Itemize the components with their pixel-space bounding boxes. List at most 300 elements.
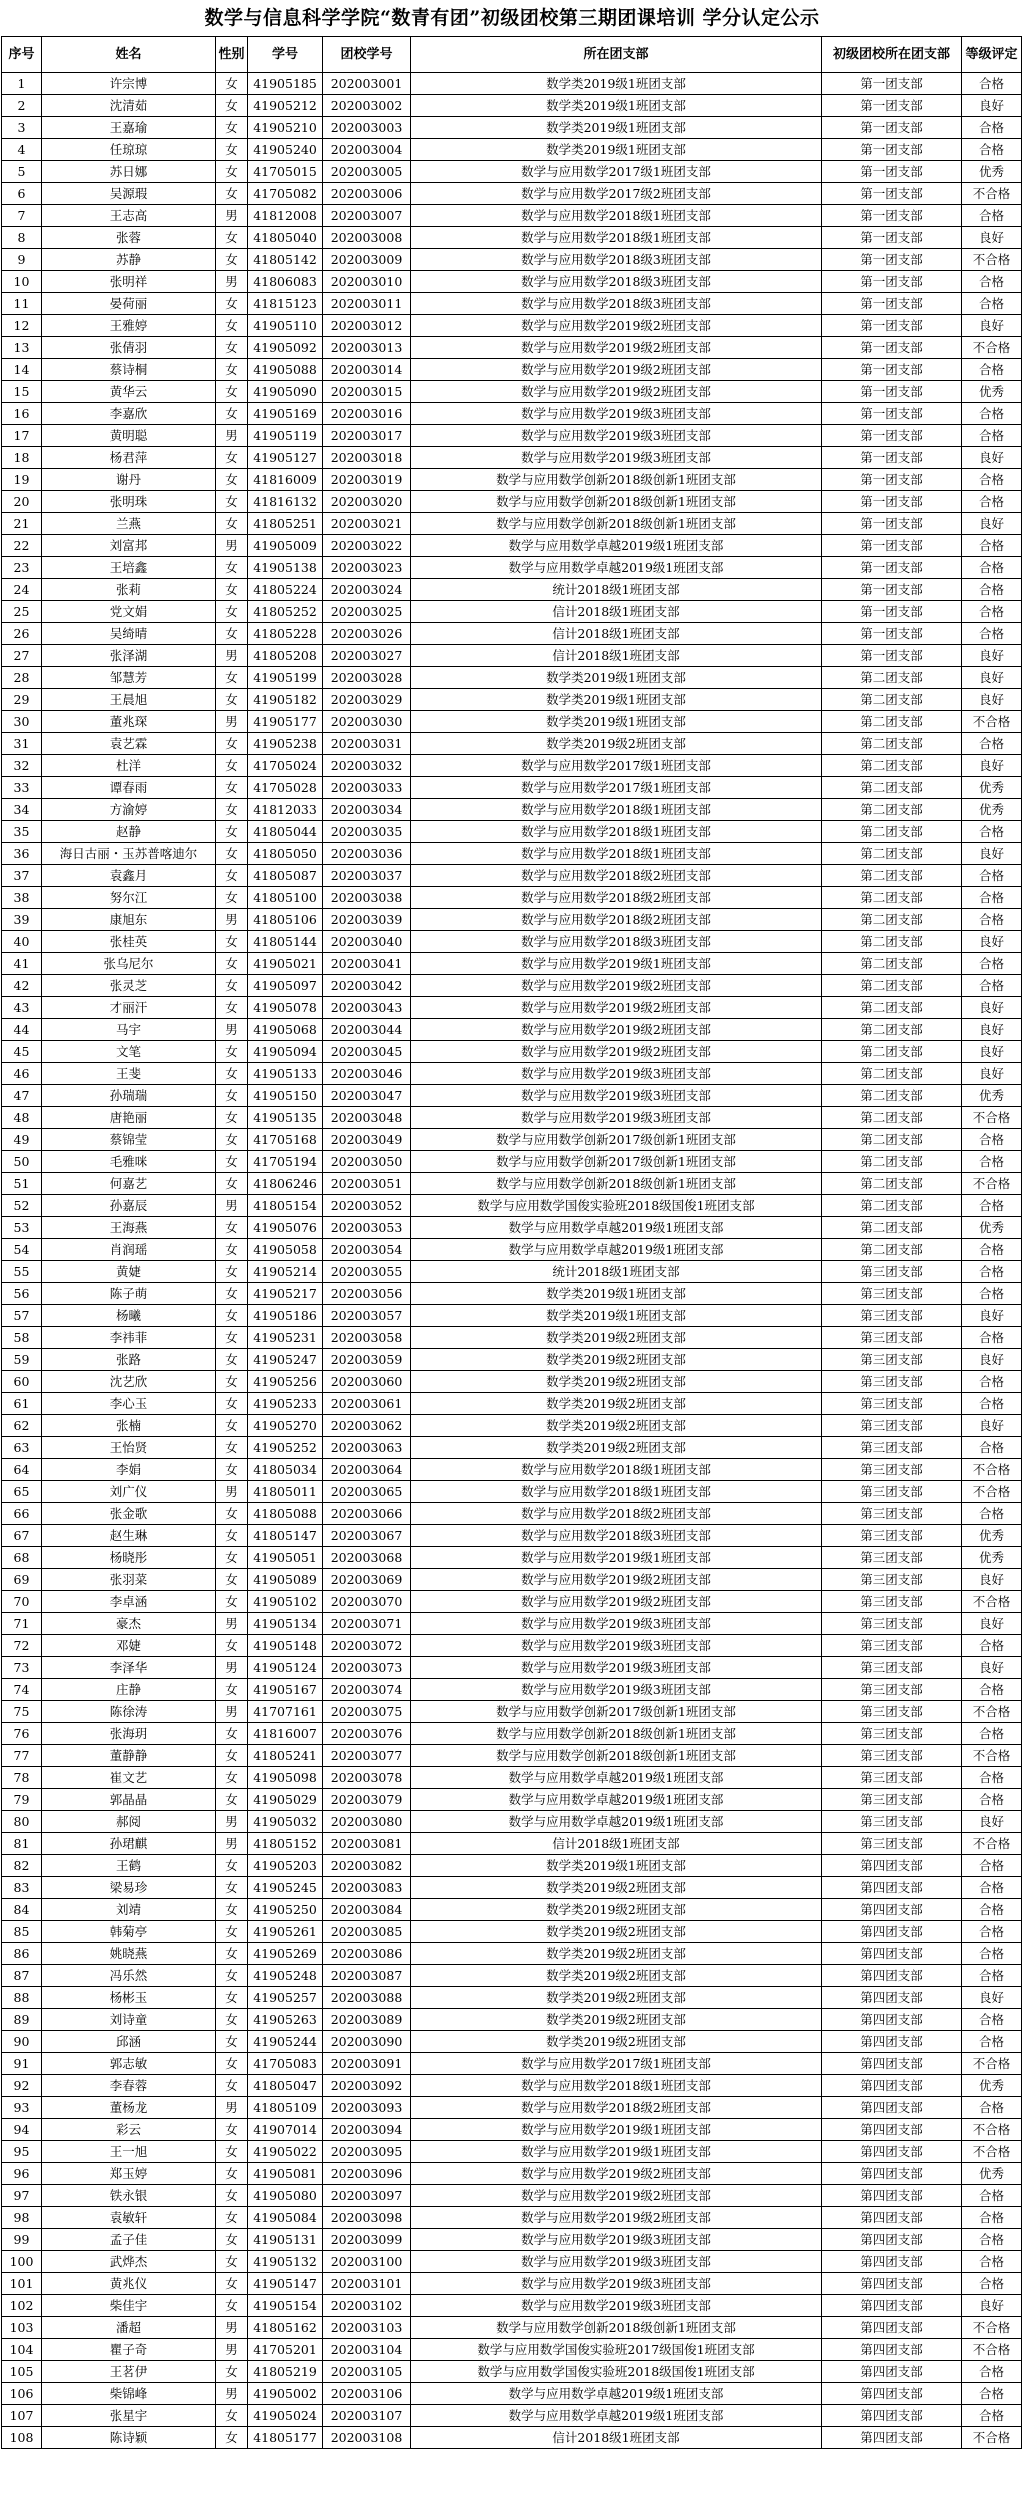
cell-branch: 数学类2019级2班团支部 [411,1921,822,1943]
cell-no: 25 [2,601,42,623]
cell-no: 6 [2,183,42,205]
cell-no: 88 [2,1987,42,2009]
cell-school-id: 202003099 [323,2229,411,2251]
cell-sex: 女 [216,293,248,315]
cell-name: 陈子萌 [42,1283,216,1305]
cell-school-id: 202003030 [323,711,411,733]
cell-branch: 数学与应用数学国俊实验班2018级国俊1班团支部 [411,2361,822,2383]
cell-no: 47 [2,1085,42,1107]
cell-school-id: 202003091 [323,2053,411,2075]
cell-name: 袁敏轩 [42,2207,216,2229]
cell-grade: 不合格 [962,2141,1022,2163]
cell-grade: 良好 [962,315,1022,337]
cell-school-branch: 第一团支部 [822,469,962,491]
cell-sex: 女 [216,1987,248,2009]
table-row [2,447,1022,469]
cell-student-id: 41705194 [248,1151,323,1173]
cell-grade: 合格 [962,1679,1022,1701]
cell-sex: 女 [216,2053,248,2075]
cell-branch: 数学与应用数学2017级1班团支部 [411,2053,822,2075]
cell-school-branch: 第三团支部 [822,1745,962,1767]
cell-sex: 女 [216,1547,248,1569]
cell-name: 吴源瑕 [42,183,216,205]
cell-school-id: 202003036 [323,843,411,865]
cell-grade: 不合格 [962,1459,1022,1481]
cell-sex: 女 [216,821,248,843]
cell-student-id: 41805208 [248,645,323,667]
cell-grade: 合格 [962,2361,1022,2383]
cell-sex: 女 [216,2295,248,2317]
cell-branch: 数学与应用数学2019级2班团支部 [411,337,822,359]
cell-school-id: 202003002 [323,95,411,117]
cell-school-id: 202003007 [323,205,411,227]
cell-school-id: 202003003 [323,117,411,139]
cell-branch: 数学与应用数学2019级2班团支部 [411,2185,822,2207]
cell-no: 105 [2,2361,42,2383]
table-row [2,2361,1022,2383]
cell-no: 87 [2,1965,42,1987]
cell-no: 92 [2,2075,42,2097]
table-row [2,2229,1022,2251]
cell-grade: 合格 [962,1943,1022,1965]
cell-school-id: 202003042 [323,975,411,997]
cell-school-branch: 第三团支部 [822,1701,962,1723]
cell-name: 王海燕 [42,1217,216,1239]
cell-school-branch: 第四团支部 [822,1899,962,1921]
cell-school-branch: 第四团支部 [822,2273,962,2295]
cell-school-branch: 第三团支部 [822,1327,962,1349]
cell-grade: 合格 [962,601,1022,623]
cell-grade: 合格 [962,1151,1022,1173]
cell-school-branch: 第三团支部 [822,1415,962,1437]
cell-branch: 数学类2019级1班团支部 [411,689,822,711]
cell-sex: 女 [216,183,248,205]
cell-school-id: 202003067 [323,1525,411,1547]
cell-school-branch: 第一团支部 [822,447,962,469]
cell-school-id: 202003072 [323,1635,411,1657]
cell-school-branch: 第一团支部 [822,205,962,227]
cell-grade: 良好 [962,1657,1022,1679]
cell-student-id: 41905088 [248,359,323,381]
table-row [2,931,1022,953]
cell-sex: 女 [216,1525,248,1547]
cell-school-id: 202003031 [323,733,411,755]
cell-school-branch: 第二团支部 [822,1195,962,1217]
cell-school-branch: 第四团支部 [822,2119,962,2141]
table-row [2,2163,1022,2185]
header-grade: 等级评定 [962,37,1022,73]
cell-school-id: 202003082 [323,1855,411,1877]
cell-student-id: 41905203 [248,1855,323,1877]
cell-grade: 合格 [962,1723,1022,1745]
cell-name: 孙珺麒 [42,1833,216,1855]
cell-no: 7 [2,205,42,227]
header-branch: 所在团支部 [411,37,822,73]
cell-school-branch: 第四团支部 [822,2295,962,2317]
table-row [2,359,1022,381]
table-row [2,337,1022,359]
table-row [2,1921,1022,1943]
cell-branch: 信计2018级1班团支部 [411,623,822,645]
cell-grade: 良好 [962,1019,1022,1041]
table-row [2,2317,1022,2339]
cell-grade: 不合格 [962,1701,1022,1723]
cell-school-branch: 第一团支部 [822,337,962,359]
cell-school-id: 202003028 [323,667,411,689]
cell-branch: 数学与应用数学2019级3班团支部 [411,1085,822,1107]
cell-school-branch: 第四团支部 [822,1921,962,1943]
cell-grade: 良好 [962,1305,1022,1327]
cell-branch: 数学与应用数学2018级1班团支部 [411,2075,822,2097]
cell-grade: 良好 [962,1041,1022,1063]
cell-sex: 女 [216,1129,248,1151]
cell-sex: 女 [216,1855,248,1877]
cell-branch: 数学与应用数学2019级2班团支部 [411,2207,822,2229]
cell-no: 85 [2,1921,42,1943]
cell-student-id: 41905032 [248,1811,323,1833]
table-row [2,469,1022,491]
cell-sex: 女 [216,315,248,337]
cell-student-id: 41905080 [248,2185,323,2207]
cell-student-id: 41705168 [248,1129,323,1151]
cell-school-id: 202003059 [323,1349,411,1371]
cell-school-id: 202003093 [323,2097,411,2119]
cell-sex: 女 [216,601,248,623]
cell-name: 张明祥 [42,271,216,293]
table-row [2,139,1022,161]
cell-student-id: 41905097 [248,975,323,997]
table-row [2,2405,1022,2427]
cell-grade: 合格 [962,865,1022,887]
cell-student-id: 41905127 [248,447,323,469]
cell-student-id: 41905094 [248,1041,323,1063]
cell-sex: 女 [216,447,248,469]
cell-grade: 合格 [962,623,1022,645]
cell-school-branch: 第二团支部 [822,953,962,975]
cell-student-id: 41816009 [248,469,323,491]
cell-branch: 数学与应用数学创新2018级创新1班团支部 [411,1723,822,1745]
cell-school-id: 202003075 [323,1701,411,1723]
cell-no: 10 [2,271,42,293]
cell-grade: 优秀 [962,1217,1022,1239]
cell-name: 努尔江 [42,887,216,909]
cell-sex: 女 [216,799,248,821]
cell-school-id: 202003017 [323,425,411,447]
cell-student-id: 41705083 [248,2053,323,2075]
cell-grade: 不合格 [962,2119,1022,2141]
cell-school-id: 202003071 [323,1613,411,1635]
header-no: 序号 [2,37,42,73]
cell-no: 50 [2,1151,42,1173]
table-row [2,403,1022,425]
table-row [2,1415,1022,1437]
cell-student-id: 41905081 [248,2163,323,2185]
cell-branch: 数学与应用数学2018级1班团支部 [411,799,822,821]
cell-name: 王斐 [42,1063,216,1085]
cell-no: 67 [2,1525,42,1547]
cell-school-branch: 第三团支部 [822,1525,962,1547]
cell-no: 34 [2,799,42,821]
cell-no: 27 [2,645,42,667]
cell-school-id: 202003015 [323,381,411,403]
cell-branch: 数学与应用数学2019级3班团支部 [411,1679,822,1701]
cell-school-branch: 第一团支部 [822,425,962,447]
cell-sex: 女 [216,843,248,865]
cell-name: 黄华云 [42,381,216,403]
cell-school-id: 202003001 [323,73,411,95]
cell-student-id: 41905078 [248,997,323,1019]
cell-branch: 数学类2019级1班团支部 [411,667,822,689]
cell-school-branch: 第四团支部 [822,2207,962,2229]
cell-grade: 合格 [962,2405,1022,2427]
cell-school-branch: 第二团支部 [822,733,962,755]
cell-name: 杜洋 [42,755,216,777]
table-row [2,1371,1022,1393]
cell-student-id: 41905269 [248,1943,323,1965]
cell-sex: 女 [216,689,248,711]
table-row [2,1481,1022,1503]
cell-school-branch: 第三团支部 [822,1591,962,1613]
cell-school-id: 202003065 [323,1481,411,1503]
cell-branch: 数学与应用数学2019级3班团支部 [411,425,822,447]
cell-name: 王一旭 [42,2141,216,2163]
cell-no: 76 [2,1723,42,1745]
cell-student-id: 41805224 [248,579,323,601]
cell-school-id: 202003096 [323,2163,411,2185]
page-title: 数学与信息科学学院“数青有团”初级团校第三期团课培训 学分认定公示 [204,7,820,29]
cell-no: 54 [2,1239,42,1261]
table-row [2,315,1022,337]
cell-sex: 女 [216,1393,248,1415]
cell-sex: 女 [216,1305,248,1327]
cell-branch: 数学与应用数学2019级3班团支部 [411,2251,822,2273]
cell-sex: 女 [216,1899,248,1921]
cell-school-branch: 第一团支部 [822,579,962,601]
table-row [2,1547,1022,1569]
cell-branch: 数学与应用数学2019级3班团支部 [411,2273,822,2295]
cell-branch: 数学类2019级1班团支部 [411,139,822,161]
cell-name: 柴佳宇 [42,2295,216,2317]
cell-school-branch: 第二团支部 [822,1019,962,1041]
cell-no: 32 [2,755,42,777]
credit-table [1,36,1022,2449]
cell-school-id: 202003045 [323,1041,411,1063]
cell-sex: 女 [216,1173,248,1195]
cell-grade: 合格 [962,293,1022,315]
cell-no: 79 [2,1789,42,1811]
cell-branch: 数学与应用数学国俊实验班2018级国俊1班团支部 [411,1195,822,1217]
cell-student-id: 41905240 [248,139,323,161]
cell-name: 李泽华 [42,1657,216,1679]
cell-student-id: 41805106 [248,909,323,931]
table-row [2,1503,1022,1525]
cell-no: 101 [2,2273,42,2295]
cell-school-branch: 第三团支部 [822,1459,962,1481]
table-row [2,799,1022,821]
cell-school-id: 202003018 [323,447,411,469]
cell-branch: 数学与应用数学2019级2班团支部 [411,1019,822,1041]
cell-sex: 女 [216,975,248,997]
cell-school-branch: 第四团支部 [822,2251,962,2273]
cell-grade: 不合格 [962,1481,1022,1503]
cell-student-id: 41905252 [248,1437,323,1459]
cell-sex: 男 [216,2339,248,2361]
cell-school-id: 202003011 [323,293,411,315]
cell-grade: 合格 [962,579,1022,601]
cell-name: 冯乐然 [42,1965,216,1987]
cell-student-id: 41905185 [248,73,323,95]
cell-no: 1 [2,73,42,95]
cell-name: 邱涵 [42,2031,216,2053]
cell-name: 晏荷丽 [42,293,216,315]
cell-sex: 男 [216,1481,248,1503]
cell-grade: 不合格 [962,183,1022,205]
table-row [2,1151,1022,1173]
cell-no: 66 [2,1503,42,1525]
cell-name: 谢丹 [42,469,216,491]
cell-school-branch: 第二团支部 [822,887,962,909]
cell-school-id: 202003026 [323,623,411,645]
table-row [2,755,1022,777]
cell-student-id: 41905084 [248,2207,323,2229]
cell-student-id: 41905133 [248,1063,323,1085]
cell-name: 潘超 [42,2317,216,2339]
cell-no: 65 [2,1481,42,1503]
cell-student-id: 41806246 [248,1173,323,1195]
cell-sex: 男 [216,1811,248,1833]
cell-school-branch: 第一团支部 [822,73,962,95]
cell-no: 28 [2,667,42,689]
cell-branch: 数学与应用数学创新2017级创新1班团支部 [411,1701,822,1723]
cell-no: 13 [2,337,42,359]
cell-no: 3 [2,117,42,139]
cell-school-id: 202003044 [323,1019,411,1041]
cell-grade: 良好 [962,997,1022,1019]
table-row [2,513,1022,535]
cell-school-branch: 第一团支部 [822,315,962,337]
cell-school-branch: 第三团支部 [822,1723,962,1745]
table-row [2,865,1022,887]
cell-student-id: 41816132 [248,491,323,513]
cell-school-id: 202003032 [323,755,411,777]
cell-grade: 合格 [962,535,1022,557]
cell-school-branch: 第二团支部 [822,777,962,799]
cell-sex: 女 [216,1261,248,1283]
cell-sex: 男 [216,711,248,733]
cell-student-id: 41905132 [248,2251,323,2273]
cell-branch: 数学与应用数学2018级1班团支部 [411,843,822,865]
cell-no: 49 [2,1129,42,1151]
table-row [2,1173,1022,1195]
cell-student-id: 41805087 [248,865,323,887]
cell-branch: 数学与应用数学2019级1班团支部 [411,953,822,975]
cell-sex: 男 [216,2317,248,2339]
cell-name: 张金歌 [42,1503,216,1525]
cell-no: 12 [2,315,42,337]
cell-school-branch: 第一团支部 [822,359,962,381]
table-row [2,2141,1022,2163]
cell-name: 瞿子奇 [42,2339,216,2361]
cell-school-branch: 第四团支部 [822,2163,962,2185]
cell-no: 106 [2,2383,42,2405]
cell-school-branch: 第一团支部 [822,403,962,425]
cell-no: 41 [2,953,42,975]
cell-branch: 数学与应用数学卓越2019级1班团支部 [411,535,822,557]
table-row [2,2075,1022,2097]
cell-no: 107 [2,2405,42,2427]
cell-sex: 女 [216,1349,248,1371]
cell-student-id: 41905089 [248,1569,323,1591]
cell-sex: 男 [216,425,248,447]
cell-student-id: 41905169 [248,403,323,425]
cell-name: 姚晓燕 [42,1943,216,1965]
cell-sex: 女 [216,2163,248,2185]
cell-name: 吴绮晴 [42,623,216,645]
cell-student-id: 41805047 [248,2075,323,2097]
cell-school-branch: 第二团支部 [822,1173,962,1195]
cell-no: 89 [2,2009,42,2031]
cell-grade: 合格 [962,2031,1022,2053]
cell-student-id: 41815123 [248,293,323,315]
cell-student-id: 41805251 [248,513,323,535]
cell-branch: 数学与应用数学2017级1班团支部 [411,755,822,777]
cell-name: 袁鑫月 [42,865,216,887]
cell-name: 王培鑫 [42,557,216,579]
cell-branch: 数学类2019级2班团支部 [411,733,822,755]
cell-student-id: 41905135 [248,1107,323,1129]
cell-grade: 合格 [962,1261,1022,1283]
cell-sex: 女 [216,2361,248,2383]
cell-student-id: 41905029 [248,1789,323,1811]
cell-no: 4 [2,139,42,161]
cell-school-id: 202003074 [323,1679,411,1701]
header-school-branch: 初级团校所在团支部 [822,37,962,73]
cell-branch: 数学与应用数学2018级2班团支部 [411,2097,822,2119]
cell-grade: 优秀 [962,1525,1022,1547]
cell-name: 韩菊亭 [42,1921,216,1943]
cell-grade: 不合格 [962,2317,1022,2339]
cell-school-id: 202003014 [323,359,411,381]
cell-no: 37 [2,865,42,887]
cell-school-id: 202003078 [323,1767,411,1789]
cell-name: 赵静 [42,821,216,843]
cell-name: 苏日娜 [42,161,216,183]
table-row [2,887,1022,909]
cell-school-branch: 第二团支部 [822,1041,962,1063]
cell-branch: 数学类2019级2班团支部 [411,2031,822,2053]
cell-no: 19 [2,469,42,491]
cell-branch: 数学与应用数学创新2017级创新1班团支部 [411,1129,822,1151]
table-row [2,1063,1022,1085]
cell-grade: 合格 [962,1877,1022,1899]
cell-grade: 合格 [962,469,1022,491]
cell-student-id: 41905076 [248,1217,323,1239]
cell-school-branch: 第四团支部 [822,2361,962,2383]
cell-name: 李心玉 [42,1393,216,1415]
cell-branch: 数学与应用数学创新2018级创新1班团支部 [411,469,822,491]
cell-grade: 合格 [962,1635,1022,1657]
cell-grade: 合格 [962,1283,1022,1305]
cell-school-id: 202003013 [323,337,411,359]
cell-sex: 女 [216,1437,248,1459]
cell-name: 张星宇 [42,2405,216,2427]
cell-sex: 女 [216,623,248,645]
cell-branch: 数学类2019级2班团支部 [411,1349,822,1371]
cell-sex: 男 [216,1195,248,1217]
table-row [2,271,1022,293]
cell-grade: 良好 [962,2295,1022,2317]
cell-branch: 数学与应用数学2018级2班团支部 [411,909,822,931]
